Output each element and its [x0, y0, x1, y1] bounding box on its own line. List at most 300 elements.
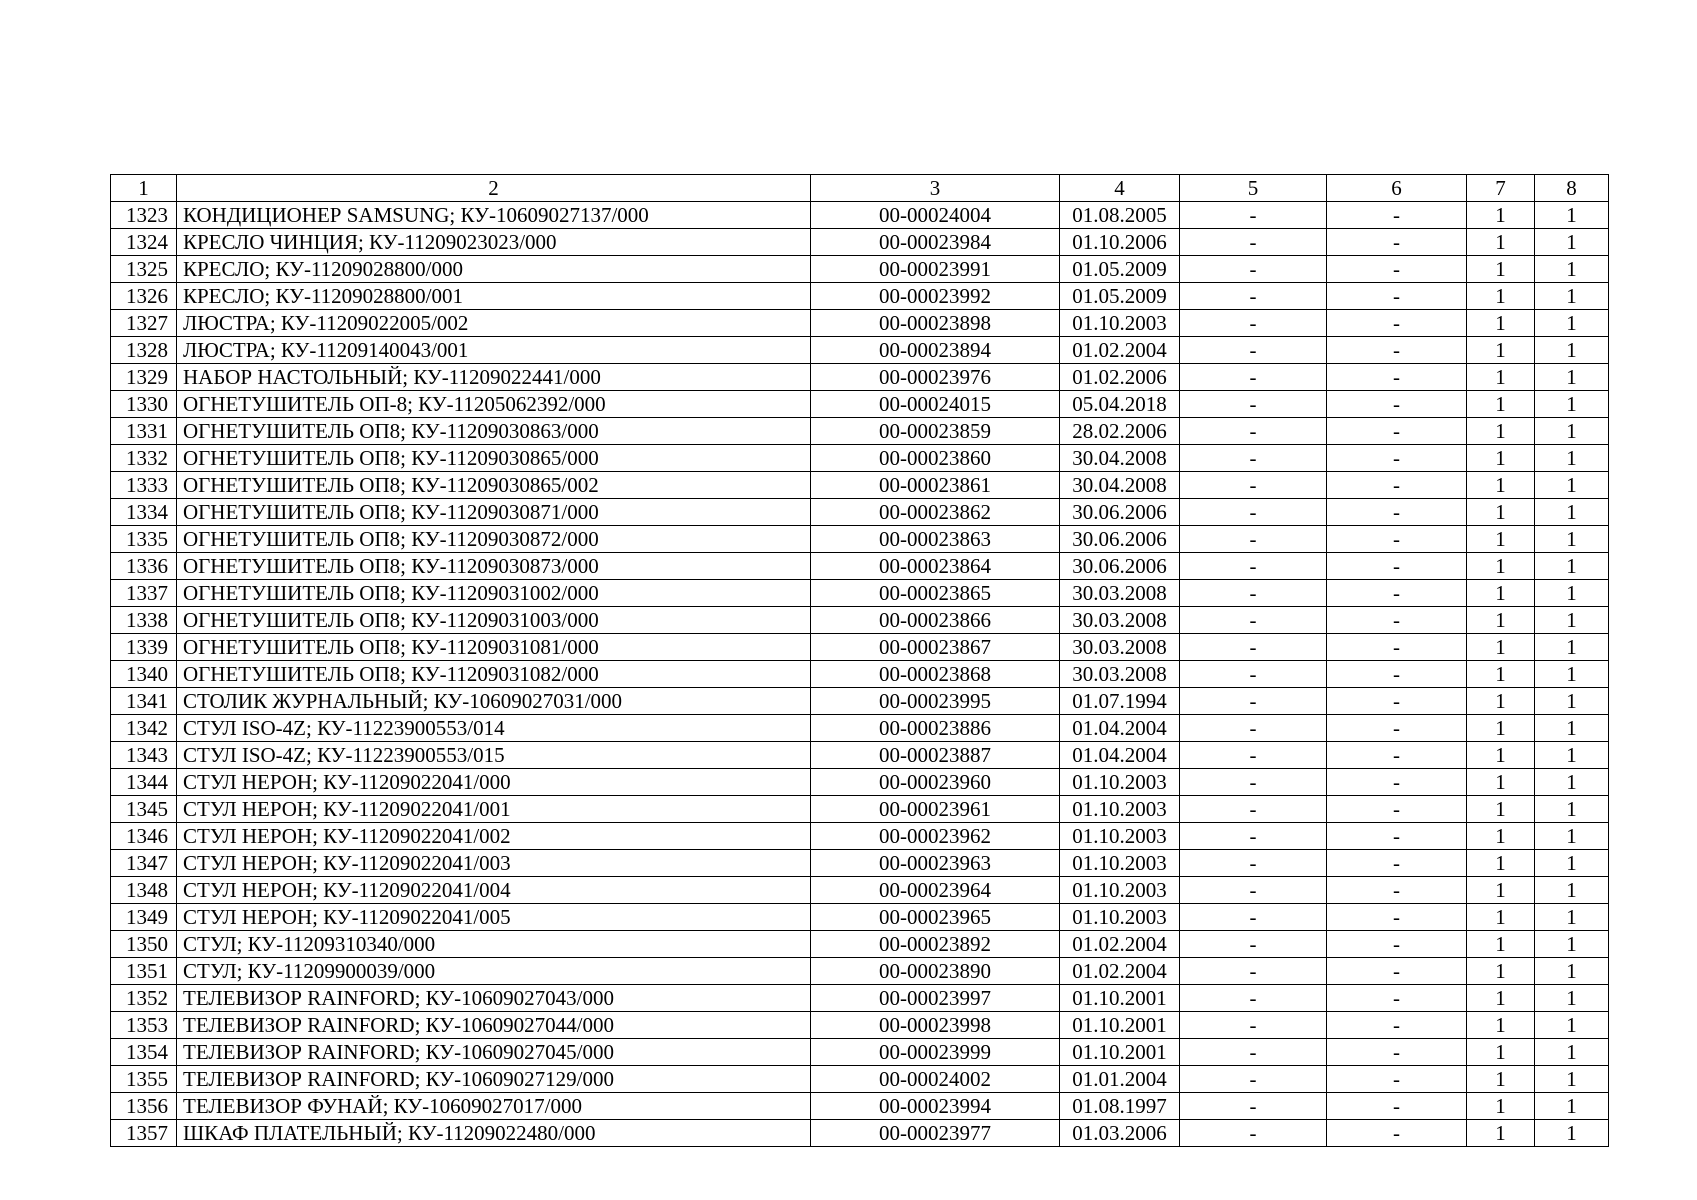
column-8-cell: 1: [1535, 472, 1609, 499]
column-8-cell: 1: [1535, 958, 1609, 985]
row-number-cell: 1340: [111, 661, 177, 688]
column-8-cell: 1: [1535, 256, 1609, 283]
table-row: [111, 391, 1609, 418]
column-8-cell: 1: [1535, 1039, 1609, 1066]
inventory-code-cell: 00-00023995: [811, 688, 1060, 715]
row-number-cell: 1344: [111, 769, 177, 796]
column-8-cell: 1: [1535, 526, 1609, 553]
column-5-cell: -: [1180, 202, 1327, 229]
date-cell: 01.10.2003: [1060, 904, 1180, 931]
table-row: [111, 499, 1609, 526]
column-8-cell: 1: [1535, 1120, 1609, 1147]
item-name-cell: ТЕЛЕВИЗОР RAINFORD; КУ-10609027043/000: [177, 985, 811, 1012]
column-6-cell: -: [1327, 769, 1467, 796]
column-header: 3: [811, 175, 1060, 202]
column-7-cell: 1: [1467, 1066, 1535, 1093]
inventory-code-cell: 00-00023977: [811, 1120, 1060, 1147]
date-cell: 30.06.2006: [1060, 499, 1180, 526]
column-6-cell: -: [1327, 418, 1467, 445]
column-7-cell: 1: [1467, 985, 1535, 1012]
table-row: [111, 742, 1609, 769]
column-6-cell: -: [1327, 742, 1467, 769]
inventory-code-cell: 00-00023984: [811, 229, 1060, 256]
date-cell: 01.02.2004: [1060, 931, 1180, 958]
inventory-table: [110, 174, 1609, 1147]
table-row: [111, 715, 1609, 742]
item-name-cell: КРЕСЛО; КУ-11209028800/001: [177, 283, 811, 310]
row-number-cell: 1349: [111, 904, 177, 931]
column-8-cell: 1: [1535, 850, 1609, 877]
column-5-cell: -: [1180, 1039, 1327, 1066]
row-number-cell: 1353: [111, 1012, 177, 1039]
column-6-cell: -: [1327, 283, 1467, 310]
inventory-code-cell: 00-00023960: [811, 769, 1060, 796]
row-number-cell: 1338: [111, 607, 177, 634]
row-number-cell: 1333: [111, 472, 177, 499]
item-name-cell: СТУЛ НЕРОН; КУ-11209022041/005: [177, 904, 811, 931]
column-5-cell: -: [1180, 1012, 1327, 1039]
item-name-cell: ОГНЕТУШИТЕЛЬ ОП8; КУ-11209031081/000: [177, 634, 811, 661]
item-name-cell: СТУЛ НЕРОН; КУ-11209022041/003: [177, 850, 811, 877]
column-7-cell: 1: [1467, 1093, 1535, 1120]
column-7-cell: 1: [1467, 742, 1535, 769]
date-cell: 01.10.2001: [1060, 985, 1180, 1012]
inventory-code-cell: 00-00023997: [811, 985, 1060, 1012]
date-cell: 01.01.2004: [1060, 1066, 1180, 1093]
column-5-cell: -: [1180, 796, 1327, 823]
date-cell: 28.02.2006: [1060, 418, 1180, 445]
date-cell: 01.10.2003: [1060, 877, 1180, 904]
item-name-cell: ОГНЕТУШИТЕЛЬ ОП8; КУ-11209030865/002: [177, 472, 811, 499]
item-name-cell: КРЕСЛО ЧИНЦИЯ; КУ-11209023023/000: [177, 229, 811, 256]
column-6-cell: -: [1327, 715, 1467, 742]
inventory-code-cell: 00-00024002: [811, 1066, 1060, 1093]
row-number-cell: 1356: [111, 1093, 177, 1120]
table-row: [111, 661, 1609, 688]
table-row: [111, 1066, 1609, 1093]
column-6-cell: -: [1327, 1093, 1467, 1120]
item-name-cell: ТЕЛЕВИЗОР RAINFORD; КУ-10609027044/000: [177, 1012, 811, 1039]
date-cell: 01.10.2003: [1060, 850, 1180, 877]
date-cell: 01.05.2009: [1060, 283, 1180, 310]
column-7-cell: 1: [1467, 337, 1535, 364]
row-number-cell: 1330: [111, 391, 177, 418]
row-number-cell: 1326: [111, 283, 177, 310]
column-8-cell: 1: [1535, 985, 1609, 1012]
column-6-cell: -: [1327, 634, 1467, 661]
inventory-code-cell: 00-00023999: [811, 1039, 1060, 1066]
column-7-cell: 1: [1467, 796, 1535, 823]
date-cell: 30.04.2008: [1060, 445, 1180, 472]
column-7-cell: 1: [1467, 283, 1535, 310]
column-5-cell: -: [1180, 931, 1327, 958]
date-cell: 30.06.2006: [1060, 526, 1180, 553]
column-6-cell: -: [1327, 607, 1467, 634]
date-cell: 01.05.2009: [1060, 256, 1180, 283]
column-7-cell: 1: [1467, 904, 1535, 931]
table-row: [111, 850, 1609, 877]
column-8-cell: 1: [1535, 499, 1609, 526]
column-6-cell: -: [1327, 661, 1467, 688]
item-name-cell: ОГНЕТУШИТЕЛЬ ОП8; КУ-11209030865/000: [177, 445, 811, 472]
date-cell: 30.06.2006: [1060, 553, 1180, 580]
column-header: 8: [1535, 175, 1609, 202]
inventory-code-cell: 00-00023962: [811, 823, 1060, 850]
column-8-cell: 1: [1535, 202, 1609, 229]
column-7-cell: 1: [1467, 202, 1535, 229]
column-6-cell: -: [1327, 580, 1467, 607]
table-row: [111, 418, 1609, 445]
column-6-cell: -: [1327, 202, 1467, 229]
inventory-code-cell: 00-00023887: [811, 742, 1060, 769]
table-row: [111, 1039, 1609, 1066]
item-name-cell: НАБОР НАСТОЛЬНЫЙ; КУ-11209022441/000: [177, 364, 811, 391]
column-7-cell: 1: [1467, 877, 1535, 904]
column-7-cell: 1: [1467, 769, 1535, 796]
column-5-cell: -: [1180, 634, 1327, 661]
date-cell: 01.10.2003: [1060, 823, 1180, 850]
column-6-cell: -: [1327, 688, 1467, 715]
table-row: [111, 958, 1609, 985]
column-5-cell: -: [1180, 958, 1327, 985]
column-5-cell: -: [1180, 229, 1327, 256]
inventory-code-cell: 00-00023860: [811, 445, 1060, 472]
row-number-cell: 1343: [111, 742, 177, 769]
column-5-cell: -: [1180, 364, 1327, 391]
date-cell: 01.10.2003: [1060, 310, 1180, 337]
column-8-cell: 1: [1535, 904, 1609, 931]
column-6-cell: -: [1327, 958, 1467, 985]
column-6-cell: -: [1327, 1120, 1467, 1147]
inventory-code-cell: 00-00023862: [811, 499, 1060, 526]
row-number-cell: 1329: [111, 364, 177, 391]
column-5-cell: -: [1180, 310, 1327, 337]
row-number-cell: 1345: [111, 796, 177, 823]
row-number-cell: 1352: [111, 985, 177, 1012]
inventory-code-cell: 00-00023861: [811, 472, 1060, 499]
column-6-cell: -: [1327, 310, 1467, 337]
item-name-cell: ТЕЛЕВИЗОР RAINFORD; КУ-10609027045/000: [177, 1039, 811, 1066]
table-row: [111, 769, 1609, 796]
row-number-cell: 1334: [111, 499, 177, 526]
column-5-cell: -: [1180, 823, 1327, 850]
table-row: [111, 823, 1609, 850]
column-8-cell: 1: [1535, 418, 1609, 445]
column-8-cell: 1: [1535, 337, 1609, 364]
column-5-cell: -: [1180, 769, 1327, 796]
date-cell: 01.03.2006: [1060, 1120, 1180, 1147]
date-cell: 01.10.2003: [1060, 769, 1180, 796]
column-5-cell: -: [1180, 985, 1327, 1012]
column-8-cell: 1: [1535, 580, 1609, 607]
column-7-cell: 1: [1467, 445, 1535, 472]
item-name-cell: ОГНЕТУШИТЕЛЬ ОП8; КУ-11209031003/000: [177, 607, 811, 634]
row-number-cell: 1324: [111, 229, 177, 256]
item-name-cell: ТЕЛЕВИЗОР ФУНАЙ; КУ-10609027017/000: [177, 1093, 811, 1120]
item-name-cell: ОГНЕТУШИТЕЛЬ ОП8; КУ-11209031002/000: [177, 580, 811, 607]
inventory-code-cell: 00-00023976: [811, 364, 1060, 391]
column-7-cell: 1: [1467, 715, 1535, 742]
column-8-cell: 1: [1535, 769, 1609, 796]
table-row: [111, 580, 1609, 607]
row-number-cell: 1337: [111, 580, 177, 607]
column-5-cell: -: [1180, 499, 1327, 526]
column-6-cell: -: [1327, 850, 1467, 877]
item-name-cell: ЛЮСТРА; КУ-11209022005/002: [177, 310, 811, 337]
table-row: [111, 553, 1609, 580]
date-cell: 01.04.2004: [1060, 715, 1180, 742]
column-7-cell: 1: [1467, 931, 1535, 958]
table-row: [111, 985, 1609, 1012]
table-row: [111, 796, 1609, 823]
inventory-code-cell: 00-00023994: [811, 1093, 1060, 1120]
table-row: [111, 526, 1609, 553]
column-header: 5: [1180, 175, 1327, 202]
column-5-cell: -: [1180, 742, 1327, 769]
row-number-cell: 1323: [111, 202, 177, 229]
inventory-code-cell: 00-00023963: [811, 850, 1060, 877]
table-row: [111, 1120, 1609, 1147]
column-7-cell: 1: [1467, 553, 1535, 580]
column-8-cell: 1: [1535, 742, 1609, 769]
column-6-cell: -: [1327, 391, 1467, 418]
item-name-cell: ОГНЕТУШИТЕЛЬ ОП8; КУ-11209030873/000: [177, 553, 811, 580]
date-cell: 01.10.2001: [1060, 1012, 1180, 1039]
row-number-cell: 1327: [111, 310, 177, 337]
table-row: [111, 688, 1609, 715]
row-number-cell: 1348: [111, 877, 177, 904]
column-8-cell: 1: [1535, 931, 1609, 958]
column-7-cell: 1: [1467, 1120, 1535, 1147]
column-5-cell: -: [1180, 418, 1327, 445]
column-7-cell: 1: [1467, 499, 1535, 526]
table-row: [111, 931, 1609, 958]
item-name-cell: СТУЛ НЕРОН; КУ-11209022041/004: [177, 877, 811, 904]
inventory-code-cell: 00-00023886: [811, 715, 1060, 742]
table-row: [111, 337, 1609, 364]
item-name-cell: ЛЮСТРА; КУ-11209140043/001: [177, 337, 811, 364]
column-5-cell: -: [1180, 256, 1327, 283]
column-5-cell: -: [1180, 877, 1327, 904]
item-name-cell: СТУЛ НЕРОН; КУ-11209022041/000: [177, 769, 811, 796]
column-8-cell: 1: [1535, 688, 1609, 715]
item-name-cell: СТУЛ; КУ-11209310340/000: [177, 931, 811, 958]
column-7-cell: 1: [1467, 1039, 1535, 1066]
inventory-code-cell: 00-00023866: [811, 607, 1060, 634]
column-6-cell: -: [1327, 904, 1467, 931]
item-name-cell: СТУЛ НЕРОН; КУ-11209022041/001: [177, 796, 811, 823]
column-8-cell: 1: [1535, 1093, 1609, 1120]
column-6-cell: -: [1327, 1039, 1467, 1066]
inventory-code-cell: 00-00023964: [811, 877, 1060, 904]
column-6-cell: -: [1327, 985, 1467, 1012]
item-name-cell: СТОЛИК ЖУРНАЛЬНЫЙ; КУ-10609027031/000: [177, 688, 811, 715]
row-number-cell: 1357: [111, 1120, 177, 1147]
column-5-cell: -: [1180, 580, 1327, 607]
item-name-cell: КОНДИЦИОНЕР SAMSUNG; КУ-10609027137/000: [177, 202, 811, 229]
column-header: 2: [177, 175, 811, 202]
column-6-cell: -: [1327, 229, 1467, 256]
column-5-cell: -: [1180, 715, 1327, 742]
inventory-code-cell: 00-00023991: [811, 256, 1060, 283]
inventory-code-cell: 00-00023868: [811, 661, 1060, 688]
table-row: [111, 364, 1609, 391]
row-number-cell: 1328: [111, 337, 177, 364]
column-5-cell: -: [1180, 688, 1327, 715]
inventory-sheet: [110, 174, 1608, 1147]
table-header-row: [111, 175, 1609, 202]
item-name-cell: ШКАФ ПЛАТЕЛЬНЫЙ; КУ-11209022480/000: [177, 1120, 811, 1147]
column-8-cell: 1: [1535, 310, 1609, 337]
date-cell: 01.10.2003: [1060, 796, 1180, 823]
column-5-cell: -: [1180, 661, 1327, 688]
column-6-cell: -: [1327, 256, 1467, 283]
table-row: [111, 1012, 1609, 1039]
column-8-cell: 1: [1535, 1012, 1609, 1039]
inventory-code-cell: 00-00023961: [811, 796, 1060, 823]
item-name-cell: ТЕЛЕВИЗОР RAINFORD; КУ-10609027129/000: [177, 1066, 811, 1093]
column-7-cell: 1: [1467, 229, 1535, 256]
column-7-cell: 1: [1467, 580, 1535, 607]
column-7-cell: 1: [1467, 958, 1535, 985]
column-8-cell: 1: [1535, 661, 1609, 688]
column-7-cell: 1: [1467, 1012, 1535, 1039]
table-body: [111, 202, 1609, 1147]
column-5-cell: -: [1180, 850, 1327, 877]
inventory-code-cell: 00-00024004: [811, 202, 1060, 229]
date-cell: 01.04.2004: [1060, 742, 1180, 769]
column-5-cell: -: [1180, 391, 1327, 418]
item-name-cell: ОГНЕТУШИТЕЛЬ ОП8; КУ-11209030871/000: [177, 499, 811, 526]
row-number-cell: 1341: [111, 688, 177, 715]
row-number-cell: 1347: [111, 850, 177, 877]
column-8-cell: 1: [1535, 715, 1609, 742]
table-row: [111, 310, 1609, 337]
table-row: [111, 877, 1609, 904]
inventory-code-cell: 00-00023890: [811, 958, 1060, 985]
column-8-cell: 1: [1535, 553, 1609, 580]
column-7-cell: 1: [1467, 364, 1535, 391]
column-6-cell: -: [1327, 796, 1467, 823]
column-8-cell: 1: [1535, 607, 1609, 634]
column-7-cell: 1: [1467, 634, 1535, 661]
row-number-cell: 1346: [111, 823, 177, 850]
table-row: [111, 904, 1609, 931]
inventory-code-cell: 00-00023867: [811, 634, 1060, 661]
inventory-code-cell: 00-00023898: [811, 310, 1060, 337]
table-row: [111, 607, 1609, 634]
date-cell: 30.03.2008: [1060, 634, 1180, 661]
table-row: [111, 283, 1609, 310]
date-cell: 01.10.2006: [1060, 229, 1180, 256]
column-6-cell: -: [1327, 337, 1467, 364]
column-8-cell: 1: [1535, 1066, 1609, 1093]
inventory-code-cell: 00-00023998: [811, 1012, 1060, 1039]
column-6-cell: -: [1327, 877, 1467, 904]
date-cell: 01.08.2005: [1060, 202, 1180, 229]
row-number-cell: 1335: [111, 526, 177, 553]
table-row: [111, 445, 1609, 472]
item-name-cell: СТУЛ ISO-4Z; КУ-11223900553/015: [177, 742, 811, 769]
column-8-cell: 1: [1535, 796, 1609, 823]
column-7-cell: 1: [1467, 310, 1535, 337]
column-8-cell: 1: [1535, 877, 1609, 904]
item-name-cell: СТУЛ; КУ-11209900039/000: [177, 958, 811, 985]
column-5-cell: -: [1180, 607, 1327, 634]
column-5-cell: -: [1180, 1093, 1327, 1120]
date-cell: 01.02.2004: [1060, 958, 1180, 985]
row-number-cell: 1336: [111, 553, 177, 580]
column-6-cell: -: [1327, 553, 1467, 580]
column-7-cell: 1: [1467, 256, 1535, 283]
column-header: 7: [1467, 175, 1535, 202]
column-6-cell: -: [1327, 823, 1467, 850]
date-cell: 01.10.2001: [1060, 1039, 1180, 1066]
column-6-cell: -: [1327, 931, 1467, 958]
date-cell: 01.07.1994: [1060, 688, 1180, 715]
column-7-cell: 1: [1467, 823, 1535, 850]
column-5-cell: -: [1180, 445, 1327, 472]
row-number-cell: 1331: [111, 418, 177, 445]
column-5-cell: -: [1180, 283, 1327, 310]
row-number-cell: 1355: [111, 1066, 177, 1093]
column-header: 4: [1060, 175, 1180, 202]
column-header: 1: [111, 175, 177, 202]
table-row: [111, 202, 1609, 229]
column-7-cell: 1: [1467, 607, 1535, 634]
date-cell: 30.03.2008: [1060, 661, 1180, 688]
column-5-cell: -: [1180, 553, 1327, 580]
column-header: 6: [1327, 175, 1467, 202]
column-8-cell: 1: [1535, 823, 1609, 850]
column-8-cell: 1: [1535, 364, 1609, 391]
column-5-cell: -: [1180, 1066, 1327, 1093]
column-7-cell: 1: [1467, 391, 1535, 418]
date-cell: 01.08.1997: [1060, 1093, 1180, 1120]
date-cell: 30.03.2008: [1060, 580, 1180, 607]
column-6-cell: -: [1327, 364, 1467, 391]
date-cell: 01.02.2006: [1060, 364, 1180, 391]
row-number-cell: 1332: [111, 445, 177, 472]
row-number-cell: 1350: [111, 931, 177, 958]
inventory-code-cell: 00-00023965: [811, 904, 1060, 931]
column-8-cell: 1: [1535, 283, 1609, 310]
column-5-cell: -: [1180, 337, 1327, 364]
column-6-cell: -: [1327, 445, 1467, 472]
inventory-code-cell: 00-00023863: [811, 526, 1060, 553]
inventory-code-cell: 00-00023859: [811, 418, 1060, 445]
inventory-code-cell: 00-00023864: [811, 553, 1060, 580]
column-6-cell: -: [1327, 499, 1467, 526]
column-5-cell: -: [1180, 1120, 1327, 1147]
item-name-cell: КРЕСЛО; КУ-11209028800/000: [177, 256, 811, 283]
item-name-cell: ОГНЕТУШИТЕЛЬ ОП8; КУ-11209030863/000: [177, 418, 811, 445]
date-cell: 05.04.2018: [1060, 391, 1180, 418]
column-7-cell: 1: [1467, 688, 1535, 715]
table-row: [111, 634, 1609, 661]
column-5-cell: -: [1180, 472, 1327, 499]
column-6-cell: -: [1327, 526, 1467, 553]
inventory-code-cell: 00-00023892: [811, 931, 1060, 958]
item-name-cell: ОГНЕТУШИТЕЛЬ ОП-8; КУ-11205062392/000: [177, 391, 811, 418]
column-8-cell: 1: [1535, 391, 1609, 418]
column-7-cell: 1: [1467, 418, 1535, 445]
column-7-cell: 1: [1467, 661, 1535, 688]
inventory-code-cell: 00-00023992: [811, 283, 1060, 310]
row-number-cell: 1342: [111, 715, 177, 742]
column-8-cell: 1: [1535, 445, 1609, 472]
item-name-cell: СТУЛ НЕРОН; КУ-11209022041/002: [177, 823, 811, 850]
